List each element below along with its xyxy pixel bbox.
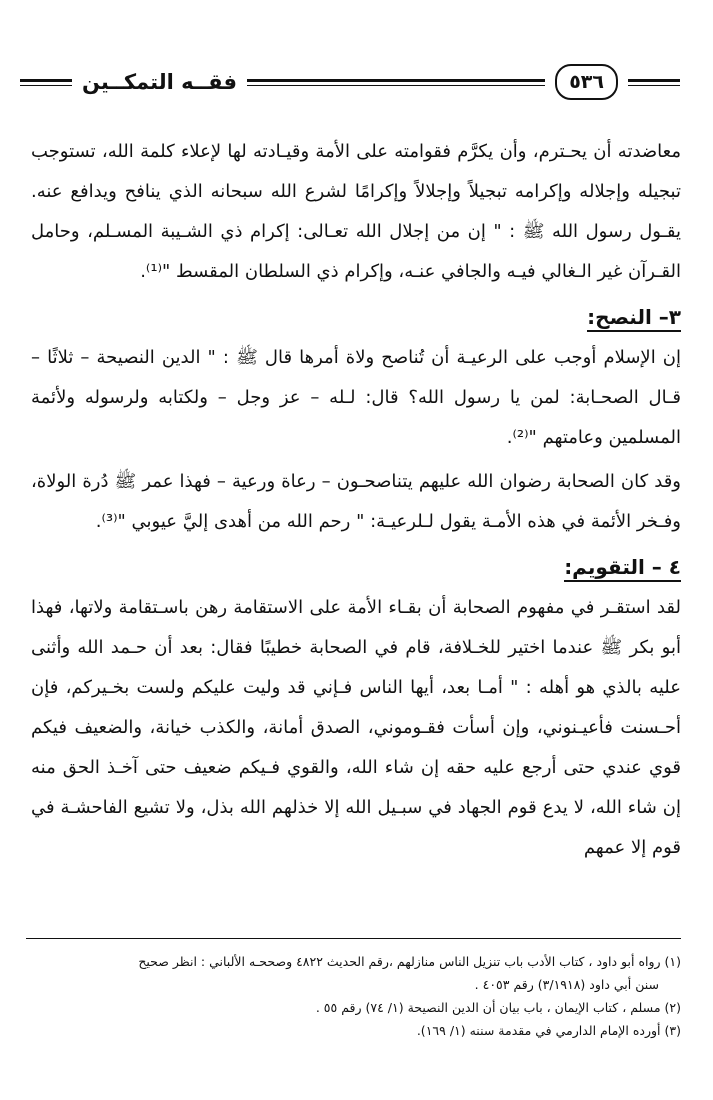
paragraph: معاضدته أن يحـترم، وأن يكرَّم فقوامته على الأمة وقيـادته لها لإعلاء كلمة الله، تستوجب تبجيله وإجلاله وإكرامه تبجيلاً وإجلالاً وإكرامًا لشرع الله سبحانه الذي ينافح ويدافع عنه. يقـول رسول الله ﷺ : " إن من إجلال الله تعـالى: إكرام ذي الشـيبة المسـلم، وحامل القـرآن غير الـغالي فيـه والجافي عنـه، وإكرام ذي السلطان المقسط "⁽¹⁾. — [31, 141, 681, 282]
section-heading — [31, 296, 681, 338]
paragraph: لقد استقـر في مفهوم الصحابة أن بقـاء الأمة على الاستقامة رهن باسـتقامة ولاتها، فهذا أبو بكر ﷺ عندما اختير للخـلافة، قام في الصحابة خطيبًا فقال: بعد أن حـمد الله وأثنى عليه بالذي هو أهله : " أمـا بعد، أيها الناس فـإني قد وليت عليكم ولست بخـيركم، فإن أحـسنت فأعيـنوني، وإن أسأت فقـوموني، الصدق أمانة، والكذب خيانة، والضعيف فيكم قوي عندي حتى أرجع عليه حقه إن شاء الله، والقوي فـيكم ضعيف حتى آخـذ الحق منه إن شاء الله، لا يدع قوم الجهاد في سبـيل الله إلا خذلهم الله بذل، ولا تشيع الفاحشـة في قوم إلا عمهم — [31, 597, 681, 858]
footnote-continuation: سنن أبي داود (٣/١٩١٨) رقم ٤٠٥٣ . — [474, 977, 659, 992]
footnote: (٣) أورده الإمام الدارمي في مقدمة سننه (١/ ١٦٩). — [416, 1023, 681, 1038]
footnote: (٢) مسلم ، كتاب الإيمان ، باب بيان أن الدين النصيحة (١/ ٧٤) رقم ٥٥ . — [315, 1000, 681, 1015]
paragraph: إن الإسلام أوجب على الرعيـة أن تُناصح ولاة أمرها قال ﷺ : " الدين النصيحة – ثلاثًا – قـال الصحـابة: لمن يا رسول الله؟ قال: لـله – عز وجل – ولكتابه ولرسوله ولأئمة المسلمين وعامتهم "⁽²⁾. — [31, 347, 681, 448]
main-text — [31, 132, 681, 872]
section-heading-text: ٤ – التقويم: — [564, 555, 681, 582]
running-title: فقــه التمكــين — [82, 70, 238, 94]
page-header — [20, 60, 680, 104]
paragraph: وقد كان الصحابة رضوان الله عليهم يتناصحـون – رعاة ورعية – فهذا عمر ﷺ دُرة الولاة، وفـخر الأئمة في هذه الأمـة يقول لـلرعيـة: " رحم الله من أهدى إليَّ عيوبي "⁽³⁾. — [31, 471, 681, 532]
section-heading-text: ٣– النصح: — [587, 305, 681, 332]
page-number: ٥٣٦ — [555, 64, 618, 100]
footnote-separator — [26, 938, 681, 939]
footnote — [31, 950, 681, 996]
section-heading — [31, 546, 681, 588]
footnote-text: (١) رواه أبو داود ، كتاب الأدب باب تنزيل الناس منازلهم ،رقم الحديث ٤٨٢٢ وصححـه الألباني : انظر صحيح — [138, 954, 681, 969]
header-rule-left — [20, 79, 72, 86]
header-rule-middle — [247, 79, 545, 86]
footnotes — [31, 950, 681, 1042]
header-rule-right — [628, 79, 680, 86]
